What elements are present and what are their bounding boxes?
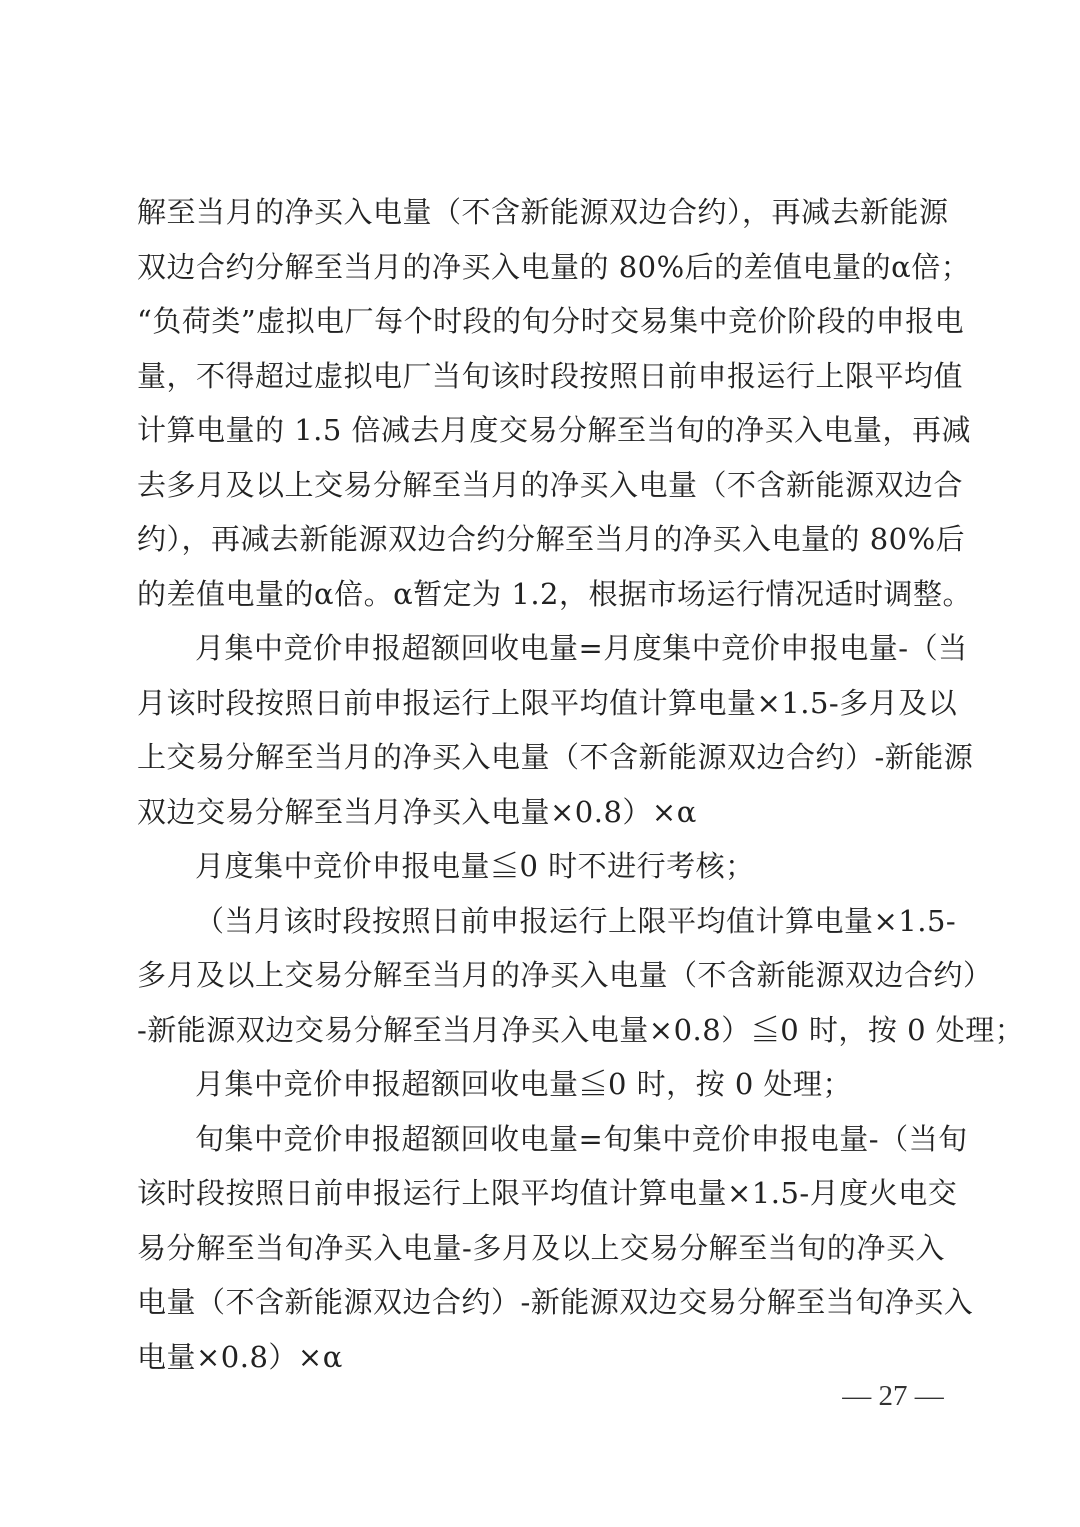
text-line: “负荷类”虚拟电厂每个时段的旬分时交易集中竞价阶段的申报电	[137, 304, 965, 338]
paragraph-start-line: 旬集中竞价申报超额回收电量=旬集中竞价申报电量-（当旬	[195, 1121, 968, 1156]
paragraph-start-line: 月集中竞价申报超额回收电量≦0 时，按 0 处理；	[195, 1067, 853, 1101]
text-line: 该时段按照日前申报运行上限平均值计算电量×1.5-月度火电交	[137, 1176, 958, 1210]
text-line: 计算电量的 1.5 倍减去月度交易分解至当旬的净买入电量，再减	[137, 413, 972, 447]
text-line: 量，不得超过虚拟电厂当旬该时段按照日前申报运行上限平均值	[137, 358, 964, 393]
text-line: 多月及以上交易分解至当月的净买入电量（不含新能源双边合约）	[137, 958, 993, 992]
text-line: 约），再减去新能源双边合约分解至当月的净买入电量的 80%后	[137, 522, 966, 556]
text-line: 双边合约分解至当月的净买入电量的 80%后的差值电量的α倍；	[137, 249, 971, 284]
paragraph-start-line: 月度集中竞价申报电量≦0 时不进行考核；	[195, 849, 755, 883]
page-number: — 27 —	[842, 1380, 944, 1412]
text-line: 电量（不含新能源双边合约）-新能源双边交易分解至当旬净买入	[137, 1285, 974, 1319]
paragraph-start-line: 月集中竞价申报超额回收电量=月度集中竞价申报电量-（当	[195, 631, 968, 665]
body-text	[137, 185, 1025, 1384]
text-line: -新能源双边交易分解至当月净买入电量×0.8）≦0 时，按 0 处理；	[137, 1012, 1025, 1047]
text-line: 双边交易分解至当月净买入电量×0.8）×α	[137, 794, 697, 829]
paragraph-start-line: （当月该时段按照日前申报运行上限平均值计算电量×1.5-	[195, 903, 957, 938]
text-line: 的差值电量的α倍。α暂定为 1.2，根据市场运行情况适时调整。	[137, 576, 973, 611]
text-line: 易分解至当旬净买入电量-多月及以上交易分解至当旬的净买入	[137, 1230, 945, 1265]
text-line: 解至当月的净买入电量（不含新能源双边合约），再减去新能源	[137, 195, 949, 229]
text-line: 去多月及以上交易分解至当月的净买入电量（不含新能源双边合	[137, 467, 964, 502]
text-line: 上交易分解至当月的净买入电量（不含新能源双边合约）-新能源	[137, 740, 974, 774]
text-line: 月该时段按照日前申报运行上限平均值计算电量×1.5-多月及以	[137, 685, 958, 720]
text-line: 电量×0.8）×α	[137, 1339, 343, 1374]
